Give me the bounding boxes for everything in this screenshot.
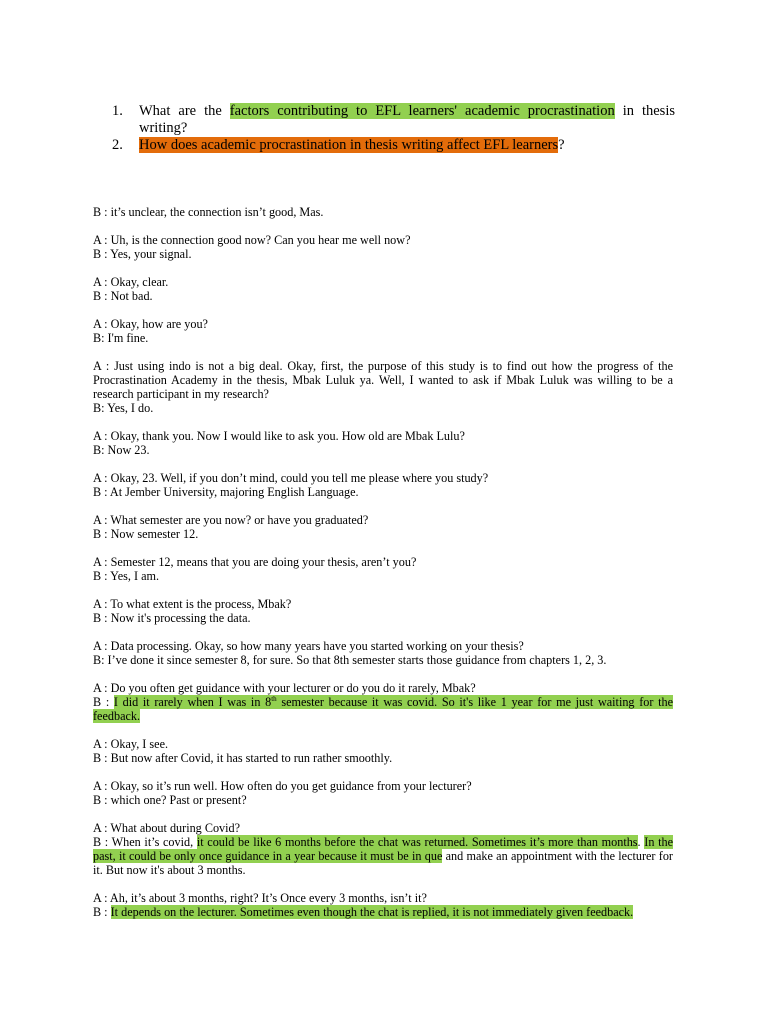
speaker-a-line: A : Okay, how are you? xyxy=(93,317,208,331)
interview-transcript xyxy=(93,205,673,933)
list-number: 2. xyxy=(112,137,123,153)
research-question-1 xyxy=(112,103,675,137)
speaker-a-line: A : What semester are you now? or have you graduated? xyxy=(93,513,369,527)
highlighted-phrase: It depends on the lecturer. Sometimes even though the chat is replied, it is not immediately given feedback. xyxy=(110,905,634,919)
highlighted-phrase: it could be like 6 months before the chat was returned. Sometimes it’s more than months xyxy=(196,835,638,849)
speaker-b-line: B: Yes, I do. xyxy=(93,401,154,415)
ordinal-superscript: th xyxy=(271,694,277,703)
list-number: 1. xyxy=(112,103,123,119)
dialogue-turn xyxy=(93,821,673,877)
dialogue-turn xyxy=(93,429,673,457)
speaker-b-line: B : Not bad. xyxy=(93,289,153,303)
dialogue-turn xyxy=(93,681,673,723)
speaker-b-line: B : When it’s covid, it could be like 6 months before the chat was returned. Sometimes it’s more than months. In the past, it could be only once guidance in a year because it must be in que and make an appointment with the lecturer for it. But now it's about 3 months. xyxy=(93,835,674,877)
dialogue-turn xyxy=(93,891,673,919)
highlighted-phrase: I did it rarely when I was in 8th semester because it was covid. So it's like 1 year for me just waiting for the feedback. xyxy=(93,694,673,723)
research-question-2 xyxy=(112,137,675,154)
speaker-b-line: B: I’ve done it since semester 8, for sure. So that 8th semester starts those guidance from chapters 1, 2, 3. xyxy=(93,653,607,667)
speaker-b-line: B : But now after Covid, it has started to run rather smoothly. xyxy=(93,751,393,765)
highlighted-phrase: How does academic procrastination in thesis writing affect EFL learners xyxy=(139,137,559,153)
dialogue-turn xyxy=(93,597,673,625)
speaker-a-line: A : Okay, so it’s run well. How often do you get guidance from your lecturer? xyxy=(93,779,472,793)
speaker-a-line: A : Just using indo is not a big deal. Okay, first, the purpose of this study is to find out how the progress of the Procrastination Academy in the thesis, Mbak Luluk ya. Well, I wanted to ask if Mbak Luluk was willing to be a research participant in my research? xyxy=(93,359,673,401)
speaker-b-line: B : it’s unclear, the connection isn’t good, Mas. xyxy=(93,205,324,219)
speaker-a-line: A : Semester 12, means that you are doing your thesis, aren’t you? xyxy=(93,555,417,569)
speaker-b-line: B : Yes, your signal. xyxy=(93,247,192,261)
speaker-a-line: A : Okay, I see. xyxy=(93,737,169,751)
dialogue-turn xyxy=(93,471,673,499)
dialogue-turn xyxy=(93,275,673,303)
speaker-b-line: B : It depends on the lecturer. Sometimes even though the chat is replied, it is not immediately given feedback. xyxy=(93,905,634,919)
dialogue-turn xyxy=(93,359,673,415)
dialogue-turn xyxy=(93,555,673,583)
speaker-a-line: A : Do you often get guidance with your lecturer or do you do it rarely, Mbak? xyxy=(93,681,476,695)
question-text: What are the factors contributing to EFL learners' academic procrastination in thesis writing? xyxy=(139,103,675,136)
speaker-b-line: B : Now it's processing the data. xyxy=(93,611,251,625)
speaker-b-line: B : which one? Past or present? xyxy=(93,793,247,807)
dialogue-turn xyxy=(93,233,673,261)
speaker-a-line: A : To what extent is the process, Mbak? xyxy=(93,597,292,611)
speaker-a-line: A : Ah, it’s about 3 months, right? It’s Once every 3 months, isn’t it? xyxy=(93,891,427,905)
speaker-b-line: B: I'm fine. xyxy=(93,331,149,345)
highlighted-phrase: In the past, it could be only once guidance in a year because it must be in que xyxy=(93,835,674,863)
dialogue-turn xyxy=(93,317,673,345)
dialogue-turn xyxy=(93,513,673,541)
dialogue-turn xyxy=(93,779,673,807)
speaker-a-line: A : Okay, clear. xyxy=(93,275,169,289)
speaker-a-line: A : Uh, is the connection good now? Can you hear me well now? xyxy=(93,233,411,247)
speaker-b-line: B : At Jember University, majoring English Language. xyxy=(93,485,359,499)
speaker-b-line: B : I did it rarely when I was in 8th semester because it was covid. So it's like 1 year for me just waiting for the feedback. xyxy=(93,694,673,723)
speaker-a-line: A : What about during Covid? xyxy=(93,821,241,835)
speaker-a-line: A : Okay, thank you. Now I would like to ask you. How old are Mbak Lulu? xyxy=(93,429,465,443)
highlighted-phrase: factors contributing to EFL learners' academic procrastination xyxy=(229,103,615,119)
question-text: How does academic procrastination in thesis writing affect EFL learners? xyxy=(139,137,565,153)
research-questions-list xyxy=(112,103,675,154)
dialogue-turn xyxy=(93,205,673,219)
speaker-b-line: B : Now semester 12. xyxy=(93,527,199,541)
dialogue-turn xyxy=(93,737,673,765)
speaker-a-line: A : Okay, 23. Well, if you don’t mind, could you tell me please where you study? xyxy=(93,471,489,485)
dialogue-turn xyxy=(93,639,673,667)
speaker-b-line: B : Yes, I am. xyxy=(93,569,160,583)
speaker-a-line: A : Data processing. Okay, so how many years have you started working on your thesis? xyxy=(93,639,524,653)
speaker-b-line: B: Now 23. xyxy=(93,443,150,457)
